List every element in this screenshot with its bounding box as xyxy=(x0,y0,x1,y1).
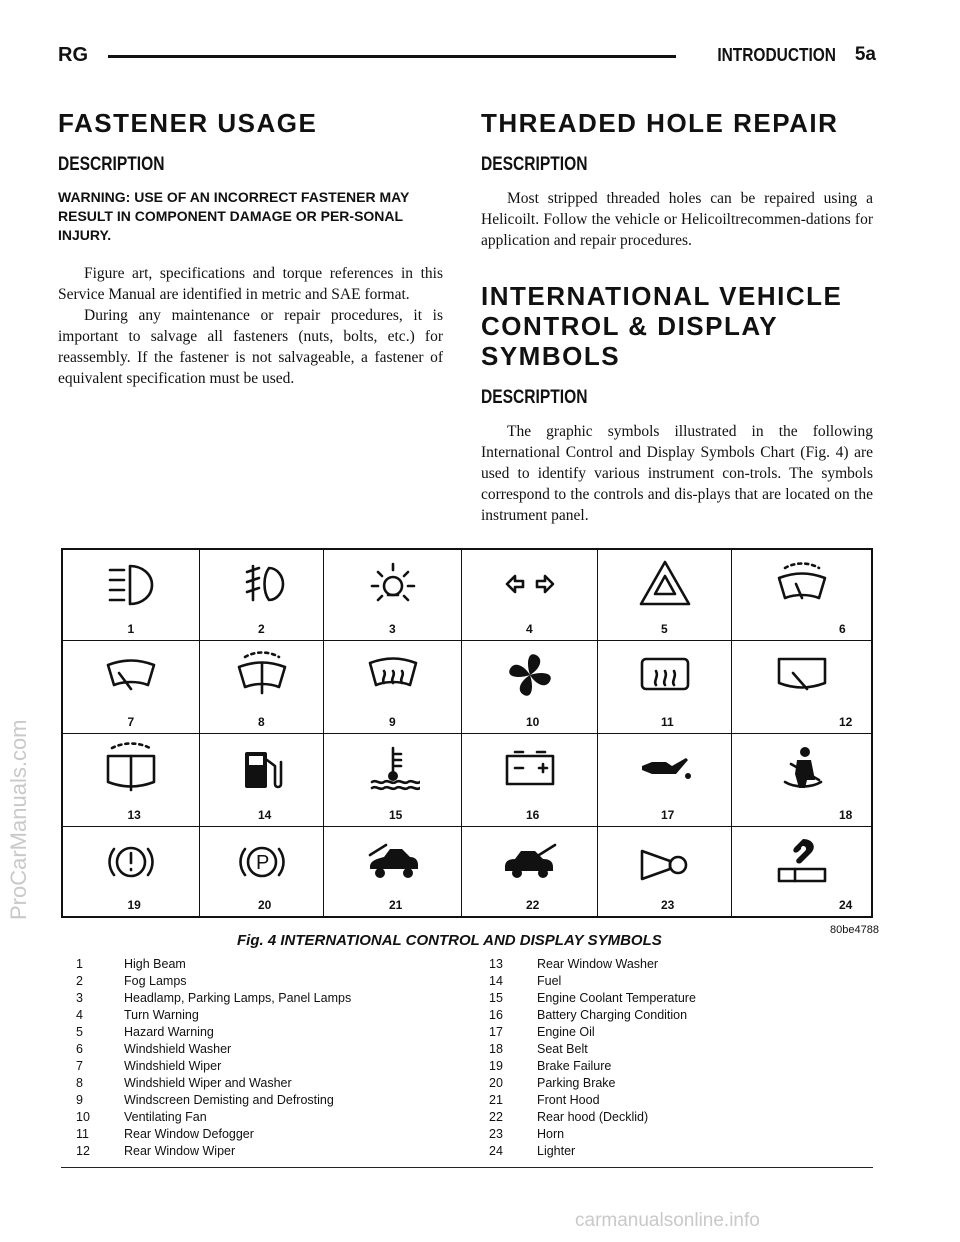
right-column xyxy=(481,108,873,526)
legend-number: 4 xyxy=(76,1008,83,1022)
legend-item xyxy=(489,1024,696,1041)
legend-label: Fuel xyxy=(537,974,562,988)
windscreen-defrost-icon xyxy=(366,649,420,703)
legend-label: Windshield Wiper xyxy=(124,1059,222,1073)
legend-label: Turn Warning xyxy=(124,1008,199,1022)
legend-item xyxy=(489,990,696,1007)
legend-label: Windshield Wiper and Washer xyxy=(124,1076,292,1090)
symbol-cell-3 xyxy=(324,550,462,641)
legend-label: Seat Belt xyxy=(537,1042,588,1056)
legend-item xyxy=(76,1058,351,1075)
front-hood-icon xyxy=(366,835,420,889)
symbol-number: 6 xyxy=(839,622,846,636)
symbol-number: 11 xyxy=(661,715,674,729)
legend-item xyxy=(489,956,696,973)
lighter-icon xyxy=(775,835,829,889)
legend-number: 19 xyxy=(489,1059,503,1073)
legend-item xyxy=(76,1109,351,1126)
legend-item xyxy=(489,1143,696,1160)
symbol-cell-18 xyxy=(732,734,871,827)
legend-item xyxy=(76,1126,351,1143)
symbol-number: 12 xyxy=(839,715,853,729)
threaded-hole-heading: THREADED HOLE REPAIR xyxy=(481,108,839,138)
legend-number: 9 xyxy=(76,1093,83,1107)
legend-item xyxy=(76,1092,351,1109)
legend-number: 14 xyxy=(489,974,503,988)
legend-label: Rear Window Washer xyxy=(537,957,659,971)
rear-defogger-icon xyxy=(638,649,692,703)
legend-number: 17 xyxy=(489,1025,503,1039)
page-header xyxy=(58,44,876,68)
fastener-description-heading: DESCRIPTION xyxy=(58,154,165,175)
symbol-number: 23 xyxy=(661,898,675,912)
header-title: INTRODUCTION xyxy=(717,45,836,65)
legend-number: 13 xyxy=(489,957,503,971)
legend-label: Horn xyxy=(537,1127,565,1141)
legend-label: Fog Lamps xyxy=(124,974,187,988)
legend-left xyxy=(76,956,351,1160)
legend-label: Brake Failure xyxy=(537,1059,612,1073)
symbol-cell-11 xyxy=(598,641,732,734)
legend-number: 22 xyxy=(489,1110,503,1124)
fastener-warning: WARNING: USE OF AN INCORRECT FASTENER MAY RESULT IN COMPONENT DAMAGE OR PER-SONAL INJURY. xyxy=(58,189,410,243)
symbol-number: 21 xyxy=(389,898,403,912)
fastener-paragraph-1: Figure art, specifications and torque references in this Service Manual are identified in metric and SAE format. xyxy=(58,265,443,303)
fastener-usage-heading: FASTENER USAGE xyxy=(58,108,318,138)
legend-number: 2 xyxy=(76,974,83,988)
symbol-cell-7 xyxy=(63,641,200,734)
symbol-number: 16 xyxy=(526,808,540,822)
symbol-cell-5 xyxy=(598,550,732,641)
parking-brake-icon xyxy=(235,835,289,889)
legend-label: Lighter xyxy=(537,1144,576,1158)
brake-failure-icon xyxy=(104,835,158,889)
header-rule xyxy=(108,55,676,58)
threaded-paragraph: Most stripped threaded holes can be repaired using a Helicoilt. Follow the vehicle or Helicoiltrecommen-dations for application and repair procedures. xyxy=(481,190,873,249)
legend-right xyxy=(489,956,696,1160)
symbol-number: 13 xyxy=(127,808,141,822)
legend-item xyxy=(489,1041,696,1058)
svg-text:P: P xyxy=(255,852,269,874)
legend-item xyxy=(489,1109,696,1126)
legend-item xyxy=(489,1058,696,1075)
legend-number: 18 xyxy=(489,1042,503,1056)
symbol-cell-16 xyxy=(462,734,598,827)
high-beam-icon xyxy=(104,558,158,612)
legend-number: 12 xyxy=(76,1144,90,1158)
symbol-number: 1 xyxy=(127,622,135,636)
legend-item xyxy=(489,1007,696,1024)
symbol-number: 24 xyxy=(839,898,853,912)
legend-item xyxy=(489,1092,696,1109)
legend-label: Rear Window Defogger xyxy=(124,1127,254,1141)
legend-item xyxy=(76,990,351,1007)
symbols-paragraph: The graphic symbols illustrated in the following International Control and Display Symbols Chart (Fig. 4) are used to identify various instrument con-trols. The symbols correspond to the controls and dis-plays that are located on the instrument panel. xyxy=(481,423,873,524)
figure-code: 80be4788 xyxy=(830,924,879,936)
legend-number: 3 xyxy=(76,991,83,1005)
rear-washer-icon xyxy=(104,742,158,796)
turn-warning-icon xyxy=(503,558,557,612)
page-number: 5a xyxy=(854,44,876,65)
legend-label: Windshield Washer xyxy=(124,1042,232,1056)
legend-number: 20 xyxy=(489,1076,503,1090)
header-section-code: RG xyxy=(58,44,88,66)
legend-label: Hazard Warning xyxy=(124,1025,214,1039)
legend-item xyxy=(76,1041,351,1058)
symbols-description-heading: DESCRIPTION xyxy=(481,387,588,408)
symbol-cell-9 xyxy=(324,641,462,734)
symbol-cell-17 xyxy=(598,734,732,827)
symbol-number: 22 xyxy=(526,898,540,912)
legend-label: Windscreen Demisting and Defrosting xyxy=(124,1093,334,1107)
symbol-cell-22 xyxy=(462,827,598,916)
legend-item xyxy=(76,1075,351,1092)
legend-item xyxy=(76,1024,351,1041)
horn-icon xyxy=(638,835,692,889)
coolant-temp-icon xyxy=(366,742,420,796)
legend-item xyxy=(489,1075,696,1092)
legend-number: 23 xyxy=(489,1127,503,1141)
threaded-description-heading: DESCRIPTION xyxy=(481,154,588,175)
windshield-wiper-icon xyxy=(104,649,158,703)
wiper-washer-icon xyxy=(235,649,289,703)
side-watermark: ProCarManuals.com xyxy=(6,719,31,920)
bottom-watermark: carmanualsonline.info xyxy=(575,1210,760,1231)
rear-hood-icon xyxy=(503,835,557,889)
symbol-cell-24 xyxy=(732,827,871,916)
left-column xyxy=(58,108,443,389)
battery-icon xyxy=(503,742,557,796)
legend-number: 5 xyxy=(76,1025,83,1039)
legend-number: 6 xyxy=(76,1042,83,1056)
symbol-number: 9 xyxy=(389,715,396,729)
symbol-cell-21 xyxy=(324,827,462,916)
legend-item xyxy=(76,956,351,973)
legend-item xyxy=(76,1143,351,1160)
symbol-cell-20 xyxy=(200,827,324,916)
legend-label: Parking Brake xyxy=(537,1076,616,1090)
symbols-figure xyxy=(61,548,873,918)
legend-number: 21 xyxy=(489,1093,503,1107)
symbol-number: 15 xyxy=(389,808,403,822)
fuel-icon xyxy=(235,742,289,796)
symbol-number: 8 xyxy=(258,715,265,729)
legend-label: Headlamp, Parking Lamps, Panel Lamps xyxy=(124,991,352,1005)
rear-wiper-icon xyxy=(775,649,829,703)
symbol-cell-19 xyxy=(63,827,200,916)
symbol-number: 18 xyxy=(839,808,853,822)
symbol-cell-4 xyxy=(462,550,598,641)
windshield-washer-icon xyxy=(775,558,829,612)
symbol-number: 14 xyxy=(258,808,272,822)
legend-number: 8 xyxy=(76,1076,83,1090)
legend-number: 1 xyxy=(76,957,83,971)
engine-oil-icon xyxy=(638,742,692,796)
legend-label: High Beam xyxy=(124,957,186,971)
figure-caption: Fig. 4 INTERNATIONAL CONTROL AND DISPLAY SYMBOLS xyxy=(237,932,662,949)
bottom-rule xyxy=(61,1167,873,1168)
legend-number: 11 xyxy=(76,1127,89,1141)
symbol-number: 20 xyxy=(258,898,272,912)
ventilating-fan-icon xyxy=(503,649,557,703)
legend-number: 10 xyxy=(76,1110,90,1124)
symbol-cell-6 xyxy=(732,550,871,641)
symbol-number: 7 xyxy=(127,715,135,729)
symbol-cell-14 xyxy=(200,734,324,827)
hazard-warning-icon xyxy=(638,558,692,612)
legend-number: 15 xyxy=(489,991,503,1005)
legend-number: 16 xyxy=(489,1008,503,1022)
legend-number: 7 xyxy=(76,1059,83,1073)
symbol-cell-2 xyxy=(200,550,324,641)
symbols-heading: INTERNATIONAL VEHICLE CONTROL & DISPLAY SYMBOLS xyxy=(481,281,843,371)
legend-label: Engine Oil xyxy=(537,1025,595,1039)
symbol-number: 5 xyxy=(661,622,668,636)
symbol-number: 19 xyxy=(127,898,141,912)
symbol-cell-15 xyxy=(324,734,462,827)
fog-lamps-icon xyxy=(235,558,289,612)
legend-item xyxy=(489,1126,696,1143)
symbol-number: 3 xyxy=(389,622,396,636)
legend-item xyxy=(76,1007,351,1024)
legend-item xyxy=(76,973,351,990)
symbol-cell-12 xyxy=(732,641,871,734)
symbol-cell-10 xyxy=(462,641,598,734)
symbol-number: 10 xyxy=(526,715,540,729)
symbol-number: 17 xyxy=(661,808,675,822)
symbol-number: 4 xyxy=(526,622,533,636)
symbol-cell-13 xyxy=(63,734,200,827)
legend-label: Ventilating Fan xyxy=(124,1110,207,1124)
symbol-number: 2 xyxy=(258,622,265,636)
legend-label: Rear hood (Decklid) xyxy=(537,1110,649,1124)
symbol-cell-23 xyxy=(598,827,732,916)
symbol-cell-8 xyxy=(200,641,324,734)
symbol-cell-1 xyxy=(63,550,200,641)
legend-label: Engine Coolant Temperature xyxy=(537,991,696,1005)
fastener-paragraph-2: During any maintenance or repair procedures, it is important to salvage all fasteners (nuts, bolts, etc.) for reassembly. If the fastener is not salvageable, a fastener of equivalent specification must be used. xyxy=(58,307,443,387)
legend-label: Rear Window Wiper xyxy=(124,1144,236,1158)
seat-belt-icon xyxy=(775,742,829,796)
legend-number: 24 xyxy=(489,1144,503,1158)
legend-label: Front Hood xyxy=(537,1093,600,1107)
legend-label: Battery Charging Condition xyxy=(537,1008,688,1022)
headlamp-icon xyxy=(366,558,420,612)
legend-item xyxy=(489,973,696,990)
